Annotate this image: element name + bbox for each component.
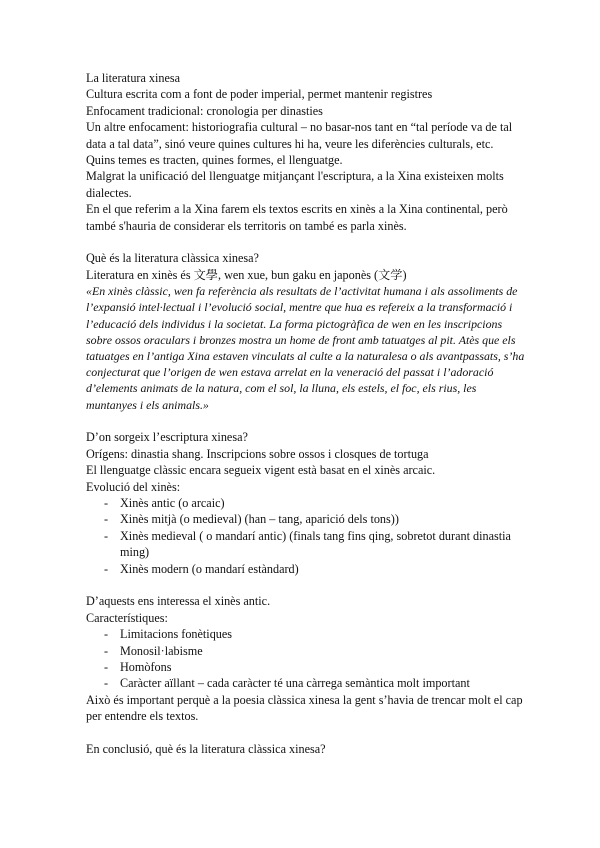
- paragraph-line: El llenguatge clàssic encara segueix vigent està basat en el xinès arcaic.: [86, 463, 436, 478]
- paragraph-line: Malgrat la unificació del llenguatge mitjançant l'escriptura, a la Xina existeixen molts dialectes.: [86, 169, 504, 200]
- dash-bullet: -: [104, 512, 109, 527]
- document-body: [86, 70, 526, 757]
- section-title-escriptura: D’on sorgeix l’escriptura xinesa?: [86, 430, 248, 445]
- paragraph-line: Evolució del xinès:: [86, 479, 181, 494]
- list-item-text: Xinès mitjà (o medieval) (han – tang, aparició dels tons)): [120, 512, 399, 527]
- paragraph-line: Un altre enfocament: historiografia cultural – no basar-nos tant en “tal període va de tal data a tal data”, sinó veure quines cultures hi ha, veure les diferències culturals, etc.: [86, 120, 513, 151]
- block-quote: «En xinès clàssic, wen fa referència als resultats de l’activitat humana i als assoliments de l’expansió intel·lectual i l’evolució social, mentre que hua es refereix a la transformació i l’educació dels individus i la societat. La forma pictogràfica de wen en les inscripcions sobre ossos oraculars i bronzes mostra un home de front amb tatuatges al pit. Atès que els tatuatges en l’antiga Xina estaven vinculats al culte a la naturalesa o als avantpassats, s’ha conjecturat que l’origen de wen estava arrelat en la veneració del passat i l’adoració d’elements animats de la natura, com el sol, la lluna, els estels, el foc, els rius, les muntanyes i els animals.»: [86, 284, 525, 412]
- list-item: [86, 659, 526, 675]
- paragraph-line: Cultura escrita com a font de poder imperial, permet mantenir registres: [86, 87, 433, 102]
- list-item: [86, 495, 526, 511]
- paragraph-line: Orígens: dinastia shang. Inscripcions sobre ossos i closques de tortuga: [86, 446, 429, 461]
- list-item: [86, 511, 526, 527]
- paragraph-line: Literatura en xinès és 文學, wen xue, bun gaku en japonès (文学): [86, 267, 407, 282]
- list-item: [86, 626, 526, 642]
- dash-bullet: -: [104, 659, 109, 674]
- section-title-literatura-xinesa: La literatura xinesa: [86, 71, 181, 85]
- list-item-text: Xinès antic (o arcaic): [120, 495, 225, 510]
- list-item: [86, 643, 526, 659]
- section-title-xines-antic: D’aquests ens interessa el xinès antic.: [86, 594, 271, 609]
- list-item-text: Limitacions fonètiques: [120, 627, 233, 642]
- list-item: [86, 528, 526, 561]
- list-item-text: Xinès modern (o mandarí estàndard): [120, 561, 299, 576]
- list-item-text: Xinès medieval ( o mandarí antic) (finals tang fins qing, sobretot durant dinastia ming): [120, 528, 511, 560]
- dash-bullet: -: [104, 495, 109, 510]
- spacer: [86, 413, 526, 429]
- list-item-text: Homòfons: [120, 659, 172, 674]
- paragraph-line: Això és important perquè a la poesia clàssica xinesa la gent s’havia de trencar molt el cap per entendre els textos.: [86, 692, 523, 724]
- dash-bullet: -: [104, 528, 109, 543]
- spacer: [86, 234, 526, 250]
- evolution-list: [86, 495, 526, 577]
- paragraph-line: Enfocament tradicional: cronologia per dinasties: [86, 103, 323, 118]
- spacer: [86, 577, 526, 593]
- list-item: [86, 675, 526, 691]
- dash-bullet: -: [104, 627, 109, 642]
- section-title-que-es: Què és la literatura clàssica xinesa?: [86, 251, 259, 266]
- paragraph-line: En el que referim a la Xina farem els textos escrits en xinès a la Xina continental, però també s'hauria de considerar els territoris on també es parla xinès.: [86, 202, 508, 233]
- paragraph-line: Característiques:: [86, 610, 168, 625]
- spacer: [86, 725, 526, 741]
- list-item-text: Caràcter aïllant – cada caràcter té una càrrega semàntica molt important: [120, 676, 470, 691]
- dash-bullet: -: [104, 643, 109, 658]
- characteristics-list: [86, 626, 526, 692]
- section-title-conclusio: En conclusió, què és la literatura clàssica xinesa?: [86, 741, 326, 756]
- list-item-text: Monosil·labisme: [120, 643, 203, 658]
- paragraph-line: Quins temes es tracten, quines formes, el llenguatge.: [86, 153, 343, 168]
- dash-bullet: -: [104, 561, 109, 576]
- list-item: [86, 561, 526, 577]
- dash-bullet: -: [104, 676, 109, 691]
